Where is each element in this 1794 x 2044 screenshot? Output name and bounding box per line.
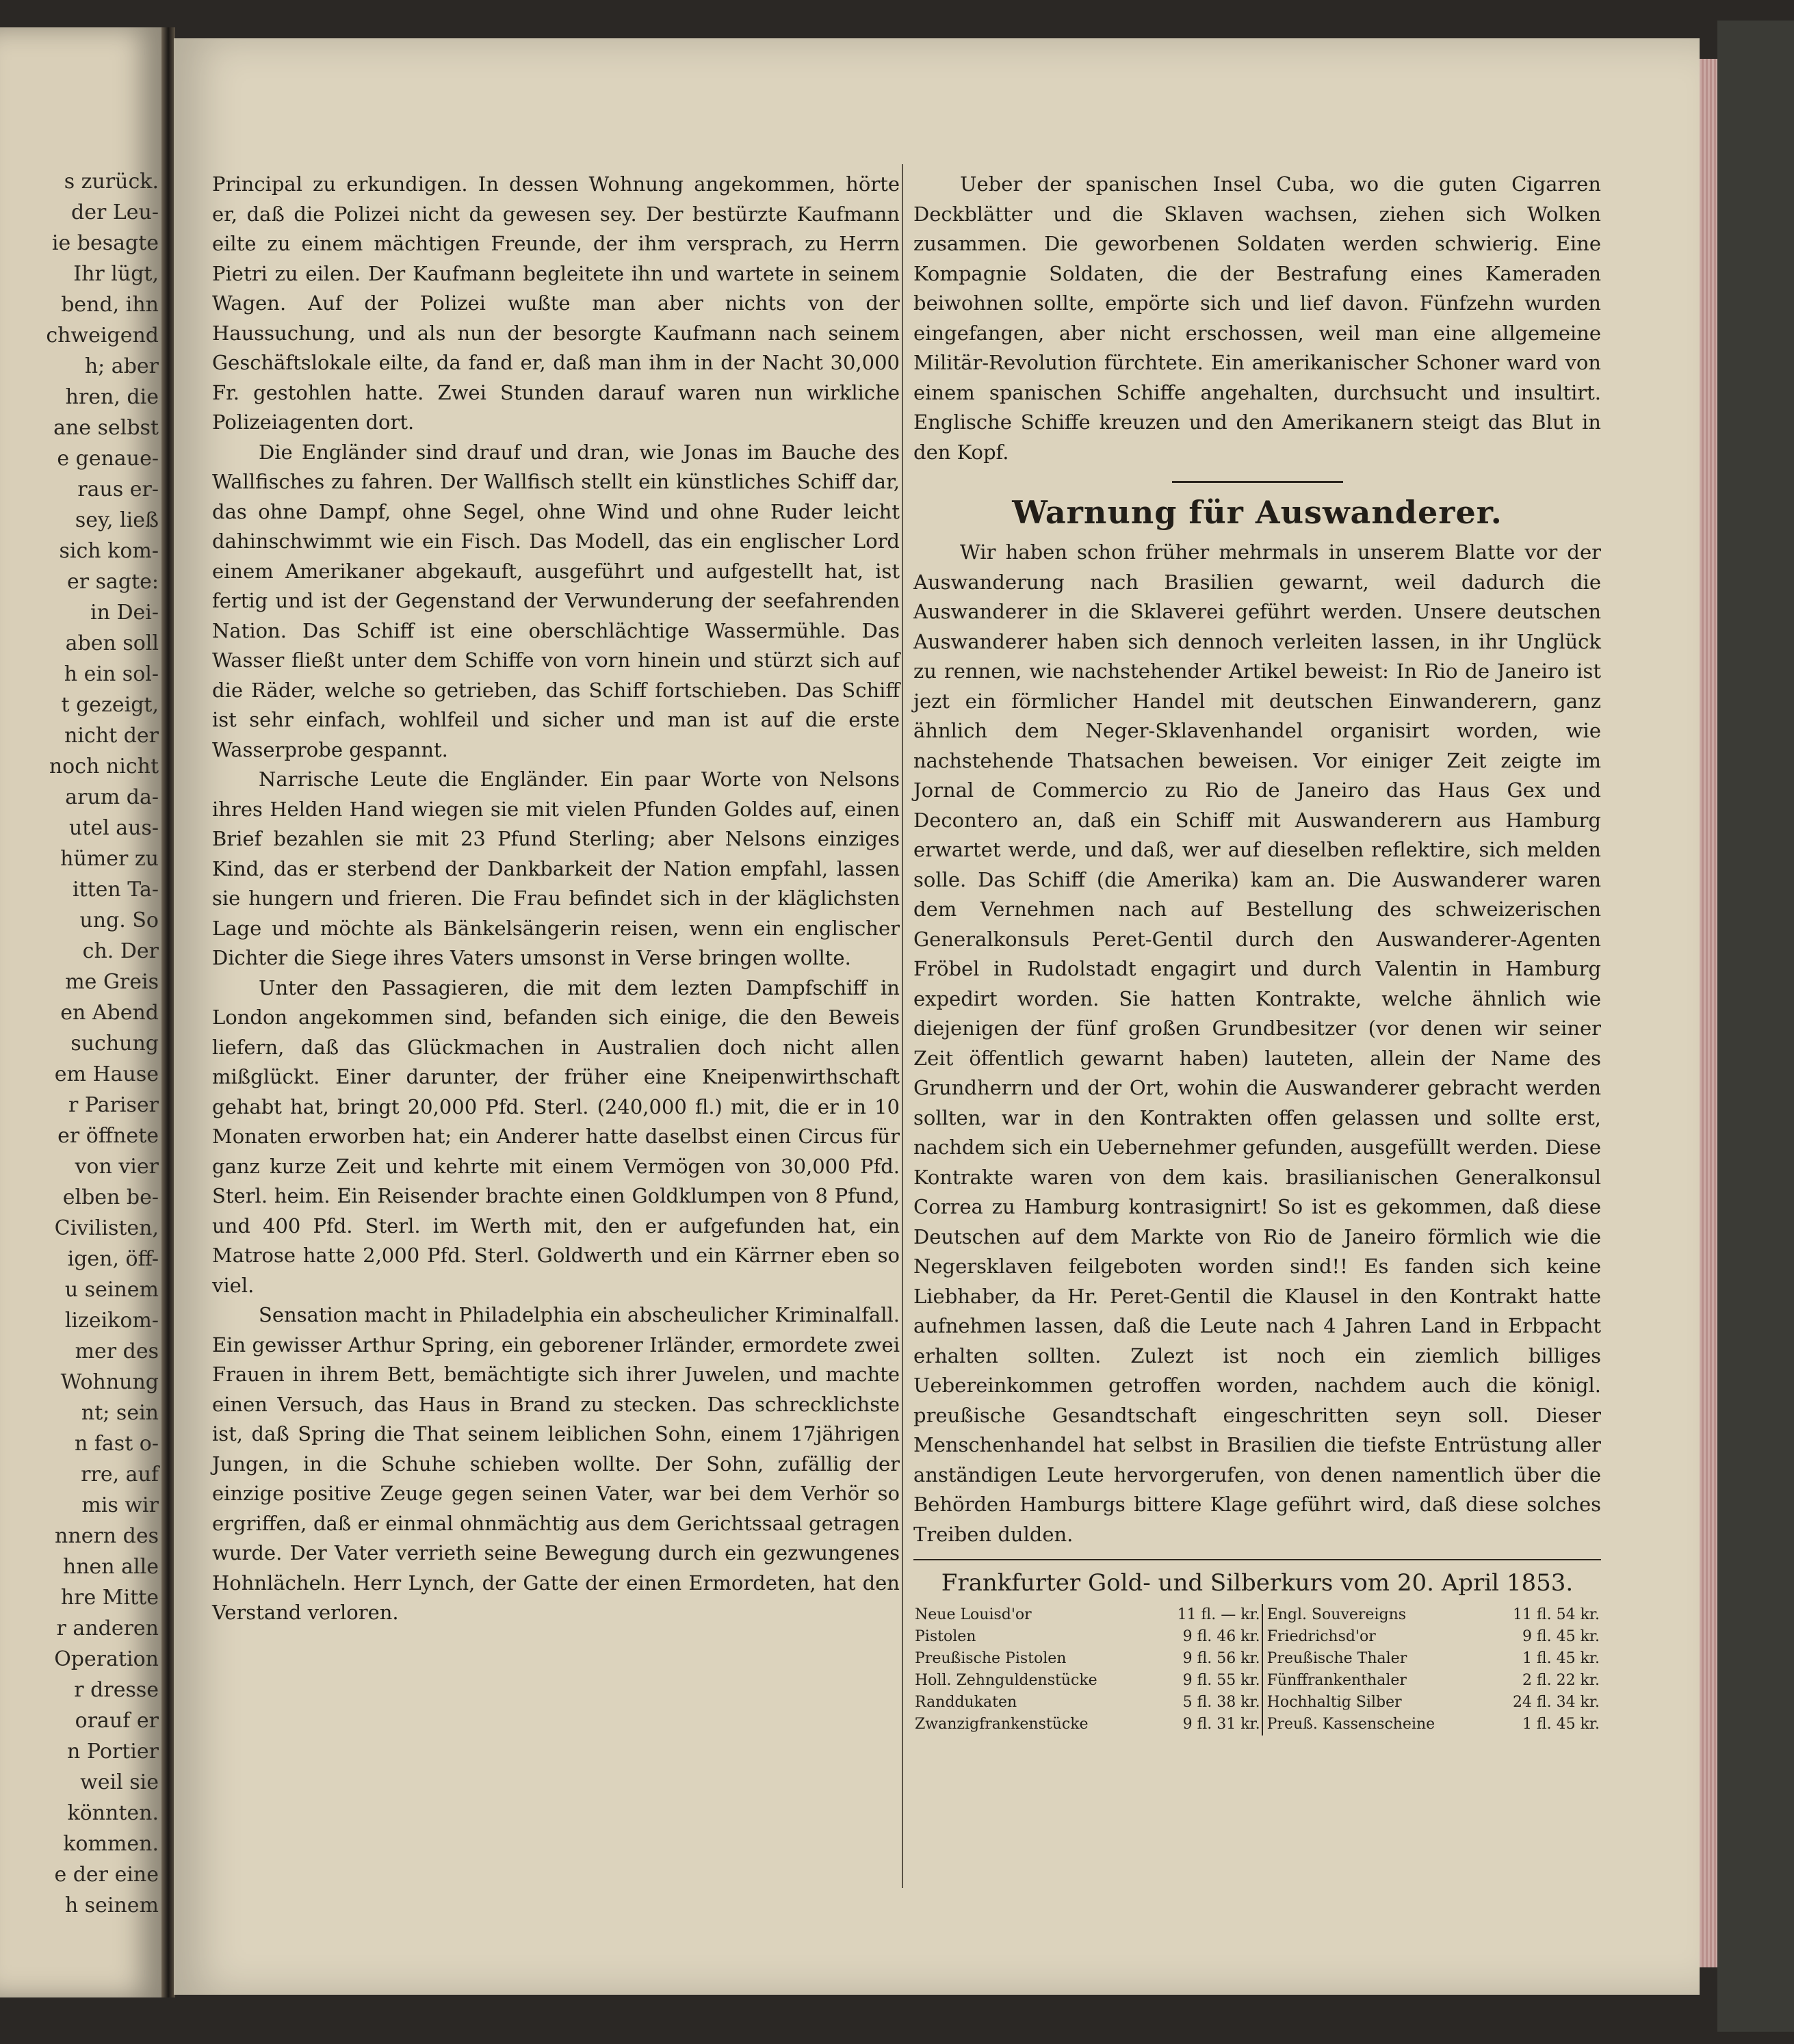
table-cell: 1 fl. 45 kr.: [1522, 1716, 1600, 1733]
table-cell: Preuß. Kassenscheine: [1262, 1714, 1486, 1735]
table-cell: 2 fl. 22 kr.: [1522, 1672, 1600, 1689]
left-page-text-fragment: h; aber: [84, 354, 159, 378]
table-cell: Fünffrankenthaler: [1262, 1670, 1486, 1692]
left-page-text-fragment: sich kom-: [59, 539, 159, 563]
left-page-text-fragment: könnten.: [67, 1801, 159, 1825]
left-page-text-fragment: igen, öff-: [67, 1247, 159, 1271]
left-page-text-fragment: en Abend: [60, 1001, 159, 1025]
left-page-text-fragment: Wohnung: [60, 1370, 159, 1394]
book-gutter: [161, 27, 175, 1997]
left-page-text-fragment: Ihr lügt,: [73, 262, 159, 286]
left-page-text-fragment: nicht der: [64, 724, 159, 748]
left-page-text-fragment: e der eine: [54, 1863, 159, 1887]
left-page-text-fragment: noch nicht: [49, 755, 159, 778]
table-cell: Friedrichsd'or: [1262, 1626, 1486, 1648]
left-page-text-fragment: sey, ließ: [75, 508, 159, 532]
table-cell: Engl. Souvereigns: [1262, 1604, 1486, 1626]
table-cell: 9 fl. 45 kr.: [1522, 1628, 1600, 1645]
left-page-text-fragment: nnern des: [55, 1524, 159, 1548]
table-cell: Holl. Zehnguldenstücke: [915, 1672, 1097, 1689]
exchange-rate-table: [913, 1604, 1601, 1735]
table-row: [913, 1626, 1601, 1648]
left-page-text-fragment: chweigend: [46, 324, 159, 348]
left-page-text-fragment: ie besagte: [51, 231, 159, 255]
left-page-text-fragment: er sagte:: [66, 570, 159, 594]
table-cell: 9 fl. 31 kr.: [1182, 1716, 1260, 1733]
left-page-text-fragment: kommen.: [63, 1832, 159, 1856]
left-page-text-fragment: r Pariser: [68, 1093, 159, 1117]
table-cell: Preußische Pistolen: [915, 1650, 1067, 1667]
left-page-text-fragment: e genaue-: [57, 447, 159, 471]
table-rule: [913, 1559, 1601, 1560]
left-page-text-fragment: in Dei-: [90, 601, 159, 625]
left-page: [0, 27, 163, 1997]
table-cell: Hochhaltig Silber: [1262, 1692, 1486, 1714]
left-page-text-fragment: suchung: [70, 1032, 159, 1056]
left-page-text-fragment: ung. So: [79, 908, 159, 932]
left-page-text-fragment: me Greis: [65, 970, 159, 994]
section-heading: Warnung für Auswanderer.: [1012, 494, 1503, 531]
table-cell: Preußische Thaler: [1262, 1648, 1486, 1670]
article-paragraph: Wir haben schon früher mehrmals in unserem Blatte vor der Auswanderung nach Brasilien gewarnt, weil dadurch die Auswanderer in die Sklaverei geführt werden. Unsere deutschen Auswanderer haben sich dennoch verleiten lassen, in ihr Unglück zu rennen, wie nachstehender Artikel beweist: In Rio de Janeiro ist jezt ein förmlicher Handel mit deutschen Einwanderern, ganz ähnlich dem Neger-Sklavenhandel organisirt worden, wie nachstehende Thatsachen beweisen. Vor einiger Zeit zeigte im Jornal de Commercio zu Rio de Janeiro das Haus Gex und Decontero an, daß ein Schiff mit Auswanderern aus Hamburg erwartet werde, und daß, wer auf dieselben reflektire, sich melden solle. Das Schiff (die Amerika) kam an. Die Auswanderer waren dem Vernehmen nach auf Bestellung des schweizerischen Generalkonsuls Peret-Gentil durch den Auswanderer-Agenten Fröbel in Rudolstadt engagirt und durch Valentin in Hamburg expedirt worden. Sie hatten Kontrakte, welche ähnlich wie diejenigen der fünf großen Grundbesitzer (vor denen wir seiner Zeit öffentlich gewarnt haben) lauteten, allein der Name des Grundherrn und der Ort, wohin die Auswanderer gebracht werden sollten, war in den Kontrakten offen gelassen und sollte erst, nachdem sich ein Uebernehmer gefunden, ausgefüllt werden. Diese Kontrakte waren von dem kais. brasilianischen Generalkonsul Correa zu Hamburg kontrasignirt! So ist es gekommen, daß diese Deutschen auf dem Markte von Rio de Janeiro förmlich wie die Negersklaven feilgeboten worden sind!! Es fanden sich keine Liebhaber, da Hr. Peret-Gentil die Klausel in den Kontrakt hatte aufnehmen lassen, daß die Leute nach 4 Jahren Land in Erbpacht erhalten sollten. Zulezt ist noch ein ziemlich billiges Uebereinkommen getroffen worden, nachdem auch die königl. preußische Gesandtschaft eingeschritten seyn soll. Dieser Menschenhandel hat selbst in Brasilien die tiefste Entrüstung aller anständigen Leute hervorgerufen, von denen namentlich über die Behörden Hamburgs bittere Klage geführt wird, daß diese solches Treiben dulden.: [913, 540, 1601, 1546]
page-edges: [1700, 59, 1717, 1967]
article-paragraph: Ueber der spanischen Insel Cuba, wo die guten Cigarren Deckblätter und die Sklaven wachsen, ziehen sich Wolken zusammen. Die geworbenen Soldaten werden schwierig. Eine Kompagnie Soldaten, die der Bestrafung eines Kameraden beiwohnen sollte, empörte sich und lief davon. Fünfzehn wurden eingefangen, aber nicht erschossen, weil man eine allgemeine Militär-Revolution fürchtete. Ein amerikanischer Schoner ward von einem spanischen Schiffe angehalten, durchsucht und insultirt. Englische Schiffe kreuzen und den Amerikanern steigt das Blut in den Kopf.: [913, 172, 1601, 464]
column-left: [212, 170, 900, 1628]
table-cell: Zwanzigfrankenstücke: [915, 1716, 1089, 1733]
table-row: [913, 1670, 1601, 1692]
table-cell: 9 fl. 56 kr.: [1182, 1650, 1260, 1667]
table-cell: Randdukaten: [915, 1694, 1017, 1711]
left-page-text-fragment: t gezeigt,: [61, 693, 159, 717]
exchange-rate-title: Frankfurter Gold- und Silberkurs vom 20. April 1853.: [941, 1569, 1574, 1597]
left-page-text-fragment: lizeikom-: [64, 1309, 159, 1333]
left-page-text-fragment: ane selbst: [53, 416, 159, 440]
left-page-text-fragment: orauf er: [75, 1709, 159, 1733]
left-page-text-fragment: h seinem: [64, 1894, 159, 1917]
left-page-text-fragment: u seinem: [64, 1278, 159, 1302]
left-page-text-fragment: h ein sol-: [64, 662, 159, 686]
left-page-text-fragment: der Leu-: [71, 200, 159, 224]
left-page-text-fragment: bend, ihn: [61, 293, 159, 317]
left-page-text-fragment: aben soll: [65, 631, 159, 655]
table-cell: 11 fl. — kr.: [1177, 1606, 1260, 1623]
table-cell: 1 fl. 45 kr.: [1522, 1650, 1600, 1667]
table-cell: 9 fl. 55 kr.: [1182, 1672, 1260, 1689]
left-page-text-fragment: hre Mitte: [60, 1586, 159, 1610]
left-page-text-fragment: nt; sein: [81, 1401, 159, 1425]
section-rule: [1172, 481, 1343, 483]
left-page-text-fragment: elben be-: [62, 1185, 159, 1209]
left-page-text-fragment: r dresse: [74, 1678, 159, 1702]
table-row: [913, 1604, 1601, 1626]
left-page-text-fragment: em Hause: [54, 1062, 159, 1086]
left-page-text-fragment: mer des: [75, 1339, 159, 1363]
left-page-text-fragment: hren, die: [65, 385, 159, 409]
left-page-text-fragment: arum da-: [65, 785, 159, 809]
table-cell: Pistolen: [915, 1628, 976, 1645]
article-paragraph: Unter den Passagieren, die mit dem lezten Dampfschiff in London angekommen sind, befanden sich einige, die den Beweis liefern, daß das Glückmachen in Australien doch nicht allen mißglückt. Einer darunter, der früher eine Kneipenwirthschaft gehabt hat, bringt 20,000 Pfd. Sterl. (240,000 fl.) mit, die er in 10 Monaten erworben hat; ein Anderer hatte daselbst einen Circus für ganz kurze Zeit und kehrte mit einem Vermögen von 30,000 Pfd. Sterl. heim. Ein Reisender brachte einen Goldklumpen von 8 Pfund, und 400 Pfd. Sterl. im Werth mit, den er aufgefunden hat, ein Matrose hatte 2,000 Pfd. Sterl. Goldwerth und ein Kärrner eben so viel.: [212, 975, 900, 1297]
article-paragraph: Narrische Leute die Engländer. Ein paar Worte von Nelsons ihres Helden Hand wiegen sie mit vielen Pfunden Goldes auf, einen Brief bezahlen sie mit 23 Pfund Sterling; aber Nelsons einziges Kind, das er sterbend der Dankbarkeit der Nation empfahl, lassen sie hungern und frieren. Die Frau befindet sich in der kläglichsten Lage und möchte als Bänkelsängerin reisen, wenn ein englischer Dichter die Siege ihres Vaters umsonst in Verse bringen wollte.: [212, 768, 900, 969]
left-page-text-fragment: von vier: [75, 1155, 159, 1179]
left-page-text-fragment: raus er-: [77, 477, 159, 501]
article-paragraph: Die Engländer sind drauf und dran, wie Jonas im Bauche des Wallfisches zu fahren. Der Wallfisch stellt ein künstliches Schiff dar, das ohne Dampf, ohne Segel, ohne Wind und ohne Ruder leicht dahinschwimmt wie ein Fisch. Das Modell, das ein englischer Lord einem Amerikaner abgekauft, ausgeführt und aufgestellt hat, ist fertig und ist der Gegenstand der Verwunderung der seefahrenden Nation. Das Schiff ist eine oberschlächtige Wassermühle. Das Wasser fließt unter dem Schiffe von vorn hinein und stürzt sich auf die Räder, welche so getrieben, das Schiff fortschieben. Das Schiff ist sehr einfach, wohlfeil und sicher und man ist auf die erste Wasserprobe gespannt.: [212, 440, 900, 761]
article-paragraph: Principal zu erkundigen. In dessen Wohnung angekommen, hörte er, daß die Polizei nicht da gewesen sey. Der bestürzte Kaufmann eilte zu einem mächtigen Freunde, der ihm versprach, zu Herrn Pietri zu eilen. Der Kaufmann begleitete ihn und wartete in seinem Wagen. Auf der Polizei wußte man aber nichts von der Haussuchung, und als nun der besorgte Kaufmann nach seinem Geschäftslokale eilte, da fand er, daß man ihm in der Nacht 30,000 Fr. gestohlen hatte. Zwei Stunden darauf waren nun wirkliche Polizeiagenten dort.: [212, 172, 900, 434]
left-page-text-fragment: utel aus-: [68, 816, 159, 840]
article-paragraph: Sensation macht in Philadelphia ein abscheulicher Kriminalfall. Ein gewisser Arthur Spring, ein geborener Irländer, ermordete zwei Frauen in ihrem Bett, bemächtigte sich ihrer Juwelen, und machte einen Versuch, das Haus in Brand zu stecken. Das schrecklichste ist, daß Spring die That seinem leiblichen Sohn, einem 17jährigen Jungen, in die Schuhe schieben wollte. Der Sohn, zufällig der einzige positive Zeuge gegen seinen Vater, war bei dem Verhör so ergriffen, daß er einmal ohnmächtig aus dem Gerichtssaal getragen wurde. Der Vater verrieth seine Bewegung durch ein gezwungenes Hohnlächeln. Herr Lynch, der Gatte der einen Ermordeten, hat den Verstand verloren.: [212, 1303, 900, 1624]
left-page-text-fragment: hnen alle: [62, 1555, 159, 1579]
table-row: [913, 1714, 1601, 1735]
left-page-text-fragment: s zurück.: [64, 170, 159, 194]
left-page-text-fragment: ch. Der: [82, 939, 159, 963]
table-cell: 24 fl. 34 kr.: [1512, 1694, 1600, 1711]
left-page-text-fragment: r anderen: [56, 1616, 159, 1640]
table-cell: 5 fl. 38 kr.: [1182, 1694, 1260, 1711]
table-row: [913, 1692, 1601, 1714]
left-page-text-fragment: Civilisten,: [54, 1216, 159, 1240]
left-page-text-fragment: Operation: [54, 1647, 159, 1671]
book-cover: [1717, 21, 1794, 2032]
left-page-text-fragment: rre, auf: [81, 1463, 159, 1486]
left-page-text-fragment: hümer zu: [60, 847, 159, 871]
table-row: [913, 1648, 1601, 1670]
left-page-text-fragment: itten Ta-: [72, 878, 159, 902]
column-right: [913, 170, 1601, 1735]
column-divider: [902, 164, 903, 1888]
table-cell: 9 fl. 46 kr.: [1182, 1628, 1260, 1645]
left-page-text-fragment: n Portier: [67, 1740, 159, 1764]
left-page-text-fragment: er öffnete: [57, 1124, 159, 1148]
table-cell: 11 fl. 54 kr.: [1512, 1606, 1600, 1623]
left-page-text-fragment: weil sie: [80, 1770, 159, 1794]
left-page-text-fragment: mis wir: [81, 1493, 159, 1517]
table-cell: Neue Louisd'or: [915, 1606, 1032, 1623]
left-page-text-fragment: n fast o-: [74, 1432, 159, 1456]
